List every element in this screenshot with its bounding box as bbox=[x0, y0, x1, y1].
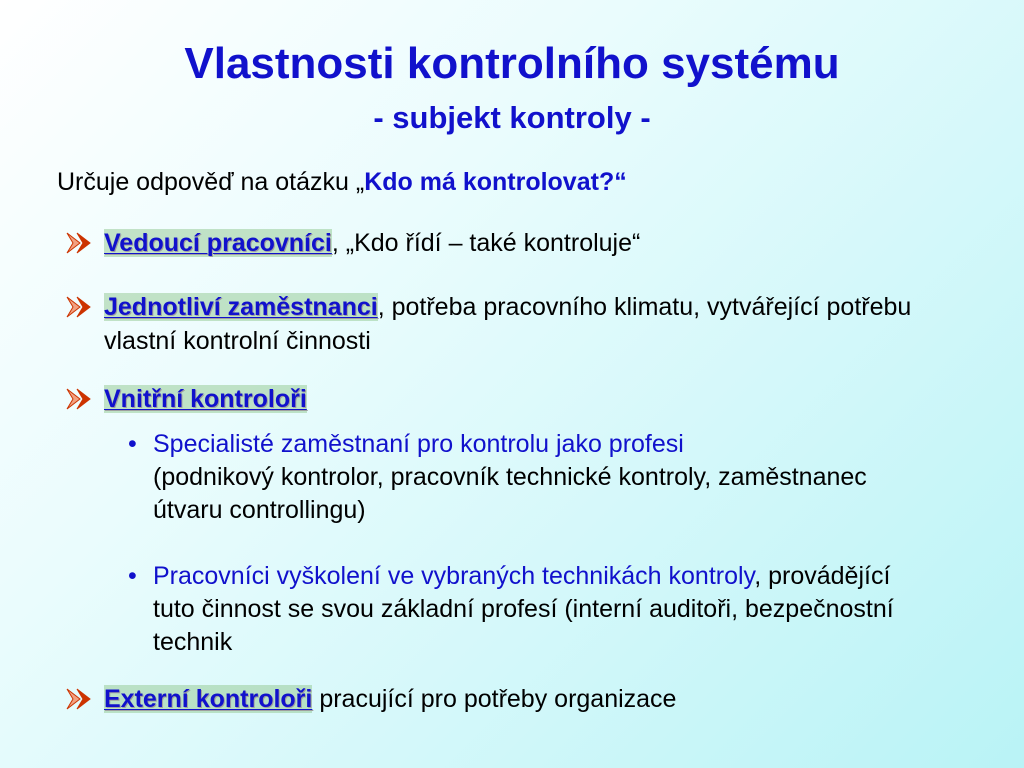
item-term: Vedoucí pracovníci bbox=[104, 229, 332, 257]
item-text: , „Kdo řídí – také kontroluje“ bbox=[331, 229, 641, 257]
list-item-externi bbox=[66, 682, 966, 716]
arrow-right-icon bbox=[66, 232, 92, 254]
sub-item-highlight: Pracovníci vyškolení ve vybraných technikách kontroly bbox=[153, 562, 755, 590]
arrow-right-icon bbox=[66, 388, 92, 410]
list-item-vedouci bbox=[66, 226, 966, 260]
arrow-right-icon bbox=[66, 296, 92, 318]
intro-question: Kdo má kontrolovat? bbox=[364, 168, 615, 196]
item-term: Externí kontroloři bbox=[104, 685, 313, 713]
intro-text: Určuje odpověď na otázku „ bbox=[57, 168, 365, 196]
item-term: Vnitřní kontroloři bbox=[104, 385, 307, 413]
intro-line bbox=[57, 166, 627, 198]
item-text: pracující pro potřeby organizace bbox=[312, 685, 677, 713]
item-text: , potřeba pracovního klimatu, vytvářející potřebu vlastní kontrolní činnosti bbox=[104, 293, 912, 355]
sub-item-text: (podnikový kontrolor, pracovník technické kontroly, zaměstnanec útvaru controllingu) bbox=[153, 463, 867, 524]
list-item-vnitrni bbox=[66, 382, 966, 416]
sub-list-item-pracovnici bbox=[128, 560, 938, 659]
bullet-dot-icon: • bbox=[128, 562, 137, 590]
sub-item-highlight: Specialisté zaměstnaní pro kontrolu jako profesi bbox=[153, 430, 684, 458]
item-term: Jednotliví zaměstnanci bbox=[104, 293, 378, 321]
slide-subtitle: - subjekt kontroly - bbox=[373, 100, 651, 135]
bullet-dot-icon: • bbox=[128, 430, 137, 458]
list-item-jednotlivi bbox=[66, 290, 926, 358]
slide-title: Vlastnosti kontrolního systému bbox=[184, 39, 840, 88]
intro-closing-quote: “ bbox=[614, 168, 627, 196]
sub-list-item-specialiste bbox=[128, 428, 938, 527]
arrow-right-icon bbox=[66, 688, 92, 710]
sub-item-text: , provádějící tuto činnost se svou základní profesí (interní auditoři, bezpečnostní technik bbox=[153, 562, 894, 656]
